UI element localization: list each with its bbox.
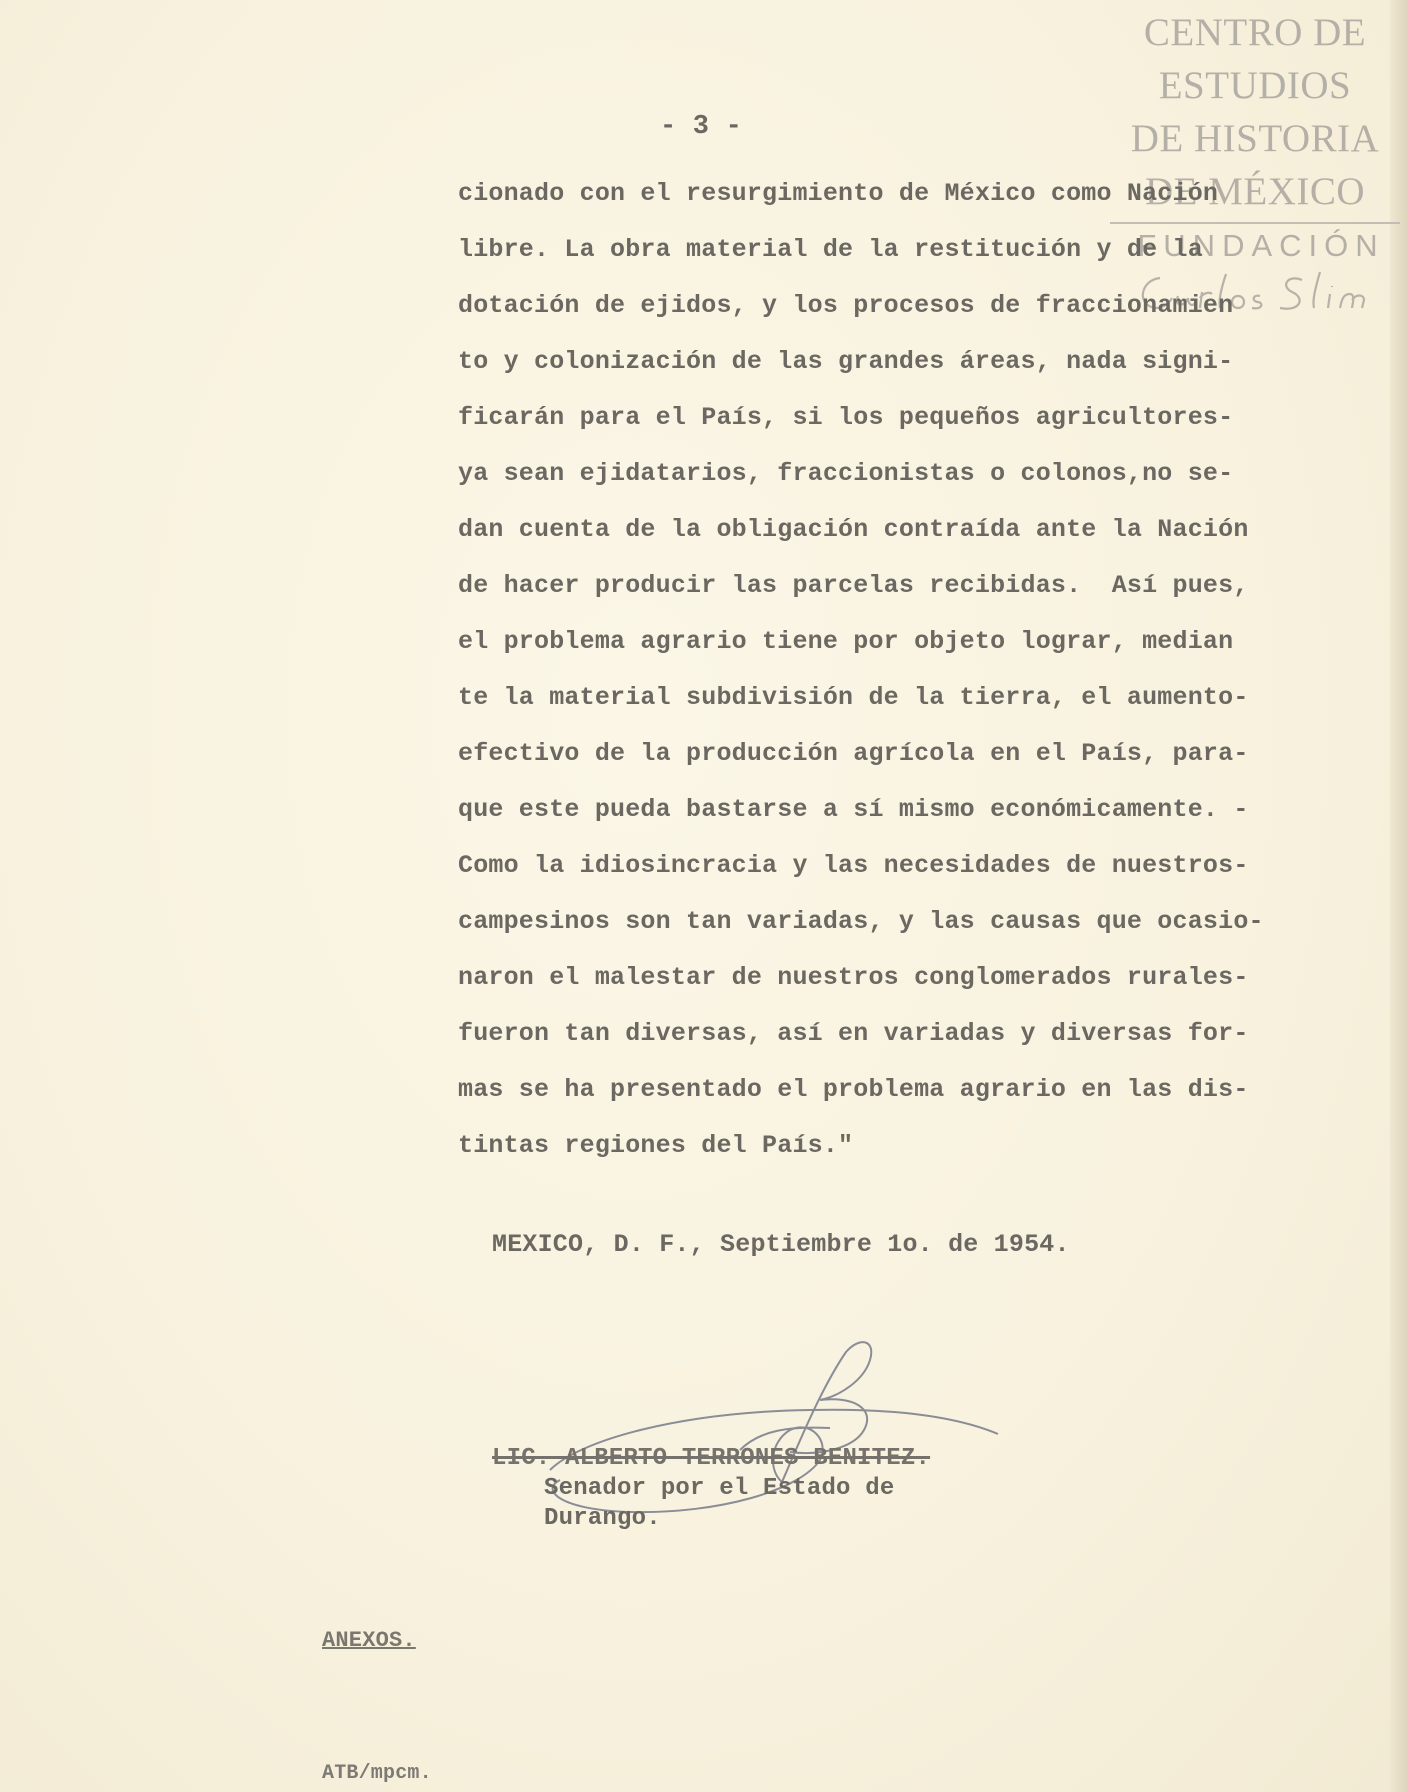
- watermark-line-3: DE HISTORIA: [1130, 117, 1380, 160]
- signatory-title-line-1: Senador por el Estado de: [544, 1475, 895, 1502]
- watermark-line-2: ESTUDIOS: [1158, 64, 1352, 107]
- watermark-line-4: DE MÉXICO: [1144, 170, 1366, 213]
- body-line: ya sean ejidatarios, fraccionistas o colonos,no se-: [458, 459, 1234, 488]
- reference-initials: ATB/mpcm.: [322, 1762, 432, 1785]
- body-line: campesinos son tan variadas, y las causas que ocasio-: [458, 907, 1264, 936]
- body-line: Como la idiosincracia y las necesidades de nuestros-: [458, 851, 1249, 880]
- body-line: fueron tan diversas, así en variadas y diversas for-: [458, 1019, 1249, 1048]
- signatory-name: LIC. ALBERTO TERRONES BENITEZ.: [492, 1445, 931, 1472]
- page-number: - 3 -: [660, 112, 743, 142]
- body-line: de hacer producir las parcelas recibidas. Así pues,: [458, 571, 1249, 600]
- body-line: que este pueda bastarse a sí mismo económicamente. -: [458, 795, 1249, 824]
- date-line: MEXICO, D. F., Septiembre 1o. de 1954.: [492, 1230, 1070, 1259]
- body-line: ficarán para el País, si los pequeños agricultores-: [458, 403, 1234, 432]
- body-line: te la material subdivisión de la tierra, el aumento-: [458, 683, 1249, 712]
- body-line: el problema agrario tiene por objeto lograr, median: [458, 627, 1234, 656]
- watermark-foundation: FUNDACIÓN: [1137, 228, 1385, 263]
- body-line: cionado con el resurgimiento de México como Nación: [458, 179, 1219, 208]
- body-line: libre. La obra material de la restitución y de la: [458, 235, 1203, 264]
- body-line: dan cuenta de la obligación contraída ante la Nación: [458, 515, 1249, 544]
- body-paragraph: [458, 166, 1338, 1174]
- body-line: naron el malestar de nuestros conglomerados rurales-: [458, 963, 1249, 992]
- body-line: tintas regiones del País.": [458, 1131, 854, 1160]
- body-line: to y colonización de las grandes áreas, nada signi-: [458, 347, 1234, 376]
- signatory-title-line-2: Durango.: [544, 1505, 661, 1532]
- body-line: dotación de ejidos, y los procesos de fraccionamien: [458, 291, 1234, 320]
- signatory-block: [492, 1444, 1012, 1534]
- body-line: efectivo de la producción agrícola en el País, para-: [458, 739, 1249, 768]
- watermark-line-1: CENTRO DE: [1143, 11, 1367, 54]
- body-line: mas se ha presentado el problema agrario en las dis-: [458, 1075, 1249, 1104]
- annexes-label: ANEXOS.: [322, 1628, 416, 1653]
